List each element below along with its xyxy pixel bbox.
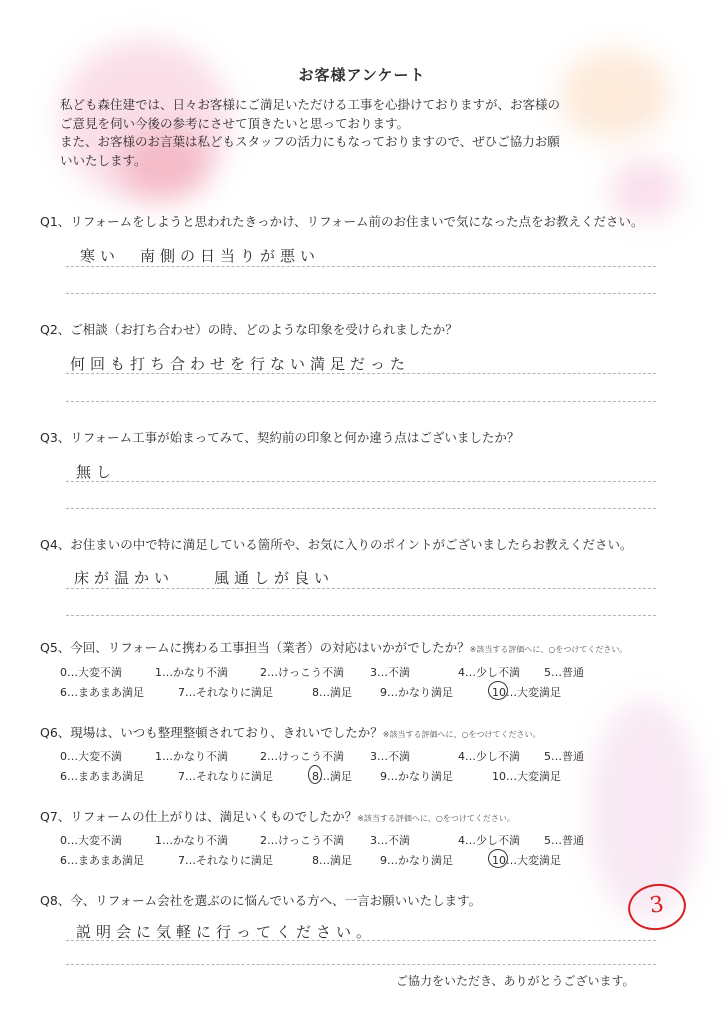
rating-note: ※該当する評価へに、○をつけてください。	[469, 645, 628, 654]
selected-rating-circle	[488, 681, 508, 700]
rating-option-5[interactable]: 5…普通	[544, 666, 584, 679]
intro-line: また、お客様のお言葉は私どもスタッフの活力にもなっておりますので、ぜひご協力お願	[60, 134, 560, 149]
question-5	[40, 638, 627, 656]
rating-option-6[interactable]: 6…まあまあ満足	[60, 770, 144, 783]
intro-line: いいたします。	[60, 152, 147, 168]
question-7	[40, 807, 515, 825]
intro-text	[60, 96, 690, 170]
question-6-text: Q6、現場は、いつも整理整頓されており、きれいでしたか？	[40, 725, 383, 740]
rating-option-10[interactable]: 10…大変満足	[492, 770, 561, 783]
rating-option-10[interactable]: 10…大変満足	[492, 686, 561, 699]
rating-option-2[interactable]: 2…けっこう不満	[260, 834, 344, 847]
rating-note: ※該当する評価へに、○をつけてください。	[357, 814, 515, 823]
question-7-text: Q7、リフォームの仕上がりは、満足いくものでしたか？	[40, 809, 358, 824]
question-5-text: Q5、今回、リフォームに携わる工事担当（業者）の対応はいかがでしたか？	[40, 640, 470, 655]
answer-line	[66, 373, 656, 374]
rating-option-4[interactable]: 4…少し不満	[458, 834, 520, 847]
answer-line	[66, 615, 656, 616]
rating-option-9[interactable]: 9…かなり満足	[380, 686, 453, 699]
intro-line: ご意見を伺い今後の参考にさせて頂きたいと思っております。	[60, 115, 410, 131]
answer-line	[66, 588, 656, 589]
answer-line	[66, 293, 656, 294]
question-4: Q4、お住まいの中で特に満足している箇所や、お気に入りのポイントがございましたらお教えください。	[40, 537, 633, 552]
answer-line	[66, 401, 656, 402]
rating-note: ※該当する評価へに、○をつけてください。	[382, 730, 541, 739]
rating-option-8[interactable]: 8…満足	[312, 770, 352, 783]
answer-3[interactable]: 無し	[76, 463, 117, 481]
question-1: Q1、リフォームをしようと思われたきっかけ、リフォーム前のお住まいで気になった点をお教えください。	[40, 214, 644, 229]
selected-rating-circle	[488, 849, 508, 868]
answer-line	[66, 266, 656, 267]
rating-option-5[interactable]: 5…普通	[544, 750, 584, 763]
answer-line	[66, 508, 656, 509]
closing-message: ご協力をいただき、ありがとうございます。	[396, 974, 635, 988]
intro-line: 私ども森住建では、日々お客様にご満足いただける工事を心掛けておりますが、お客様の	[60, 97, 561, 112]
answer-line	[66, 940, 656, 941]
question-6	[40, 723, 540, 741]
rating-option-10[interactable]: 10…大変満足	[492, 854, 561, 867]
answer-2[interactable]: 何回も打ち合わせを行ない満足だった	[70, 355, 411, 373]
rating-option-7[interactable]: 7…それなりに満足	[178, 854, 273, 867]
answer-line	[66, 481, 656, 482]
rating-option-3[interactable]: 3…不満	[370, 834, 410, 847]
question-3: Q3、リフォーム工事が始まってみて、契約前の印象と何か違う点はございましたか？	[40, 430, 520, 445]
answer-line	[66, 964, 656, 965]
selected-rating-circle	[308, 765, 322, 784]
rating-option-2[interactable]: 2…けっこう不満	[260, 666, 344, 679]
rating-option-0[interactable]: 0…大変不満	[60, 750, 122, 763]
page-title: お客様アンケート	[298, 66, 426, 84]
question-8: Q8、今、リフォーム会社を選ぶのに悩んでいる方へ、一言お願いいたします。	[40, 893, 482, 908]
rating-option-0[interactable]: 0…大変不満	[60, 666, 122, 679]
rating-option-7[interactable]: 7…それなりに満足	[178, 770, 273, 783]
rating-option-8[interactable]: 8…満足	[312, 854, 352, 867]
rating-option-6[interactable]: 6…まあまあ満足	[60, 854, 144, 867]
answer-4[interactable]: 床が温かい 風通しが良い	[74, 569, 335, 587]
answer-1[interactable]: 寒い 南側の日当りが悪い	[80, 247, 321, 265]
rating-option-8[interactable]: 8…満足	[312, 686, 352, 699]
rating-option-4[interactable]: 4…少し不満	[458, 666, 520, 679]
question-2: Q2、ご相談（お打ち合わせ）の時、どのような印象を受けられましたか？	[40, 322, 458, 337]
rating-option-1[interactable]: 1…かなり不満	[155, 666, 228, 679]
handwritten-circled-number: 3	[625, 880, 689, 934]
rating-option-6[interactable]: 6…まあまあ満足	[60, 686, 144, 699]
rating-option-9[interactable]: 9…かなり満足	[380, 770, 453, 783]
rating-option-3[interactable]: 3…不満	[370, 750, 410, 763]
rating-option-1[interactable]: 1…かなり不満	[155, 750, 228, 763]
rating-option-2[interactable]: 2…けっこう不満	[260, 750, 344, 763]
rating-option-3[interactable]: 3…不満	[370, 666, 410, 679]
rating-option-5[interactable]: 5…普通	[544, 834, 584, 847]
rating-option-9[interactable]: 9…かなり満足	[380, 854, 453, 867]
rating-option-7[interactable]: 7…それなりに満足	[178, 686, 273, 699]
rating-option-1[interactable]: 1…かなり不満	[155, 834, 228, 847]
answer-8[interactable]: 説明会に気軽に行ってください。	[76, 923, 377, 941]
rating-option-4[interactable]: 4…少し不満	[458, 750, 520, 763]
rating-option-0[interactable]: 0…大変不満	[60, 834, 122, 847]
